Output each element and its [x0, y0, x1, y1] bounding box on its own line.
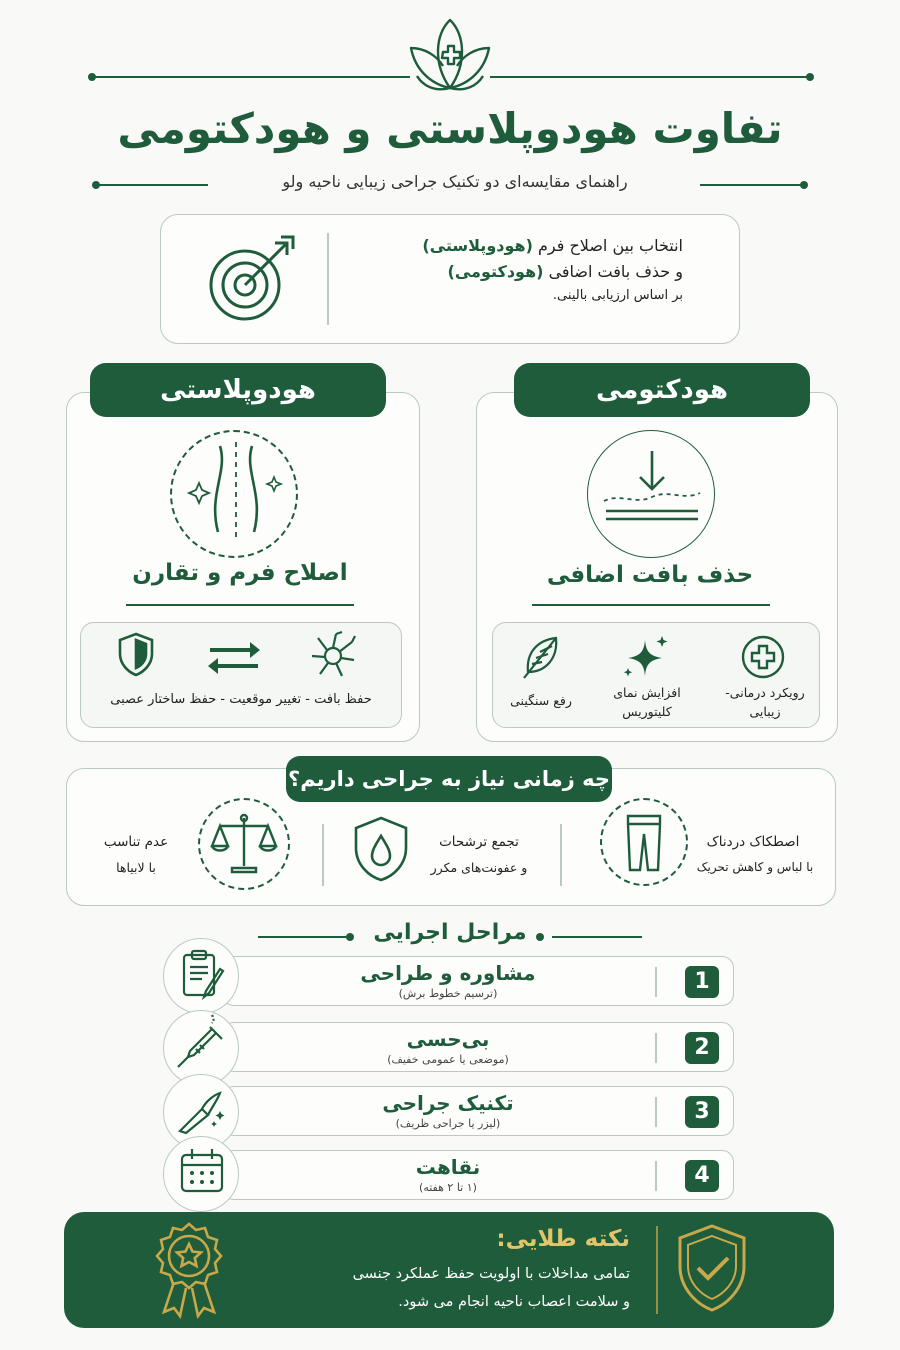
- when-item-2-line2: و عفونت‌های مکرر: [430, 860, 528, 875]
- step-subtitle: (۱ تا ۲ هفته): [419, 1181, 477, 1194]
- when-item-3-line1: عدم تناسب: [103, 834, 169, 850]
- shield-drop-icon: [350, 814, 412, 884]
- hoodectomy-item-1: رویکرد درمانی- زیبایی: [725, 685, 805, 719]
- hoodectomy-item-3: رفع سنگینی: [510, 693, 572, 708]
- step-subtitle: (لیزر یا جراحی ظریف): [395, 1117, 501, 1130]
- step-number: 3: [685, 1096, 719, 1128]
- intro-line1: انتخاب بین اصلاح فرم: [538, 236, 683, 255]
- step-row-2: [222, 1022, 734, 1072]
- tip-title: نکته طلایی:: [496, 1226, 630, 1252]
- hoodoplasty-caption: حفظ بافت - تغییر موقعیت - حفظ ساختار عصبی: [110, 692, 372, 707]
- scale-icon: [198, 798, 290, 890]
- feather-icon: [516, 630, 566, 684]
- page-subtitle: راهنمای مقایسه‌ای دو تکنیک جراحی زیبایی ناحیه ولو: [282, 172, 628, 191]
- step-title: نقاهت: [415, 1155, 481, 1179]
- intro-line3: بر اساس ارزیابی بالینی.: [552, 288, 683, 304]
- body-contour-icon: [170, 430, 298, 558]
- swap-arrows-icon: [204, 638, 264, 674]
- step-title: تکنیک جراحی: [382, 1091, 514, 1115]
- hoodoplasty-feature: اصلاح فرم و تقارن: [132, 560, 348, 586]
- step-title: بی‌حسی: [406, 1027, 490, 1051]
- step-number: 2: [685, 1032, 719, 1064]
- hoodectomy-feature: حذف بافت اضافی: [546, 562, 754, 588]
- step-subtitle: (موضعی یا عمومی خفیف): [387, 1053, 509, 1066]
- shield-check-icon: [674, 1222, 750, 1314]
- page-title: تفاوت هودوپلاستی و هودکتومی: [117, 104, 783, 153]
- step-title: مشاوره و طراحی: [360, 961, 536, 985]
- step-row-4: [222, 1150, 734, 1200]
- when-title: چه زمانی نیاز به جراحی داریم؟: [286, 756, 612, 802]
- lotus-cross-logo: [405, 14, 495, 96]
- step-row-3: [222, 1086, 734, 1136]
- hoodoplasty-label: هودوپلاستی: [90, 363, 386, 417]
- target-icon: [203, 231, 299, 327]
- clipboard-icon: [163, 938, 239, 1014]
- when-item-3-line2: با لابیاها: [116, 860, 156, 875]
- medical-cross-icon: [740, 634, 786, 680]
- when-item-1-line2: با لباس و کاهش تحریک: [696, 860, 814, 874]
- shield-icon: [114, 630, 158, 678]
- tip-line2: و سلامت اعصاب ناحیه انجام می شود.: [398, 1294, 630, 1310]
- steps-title: مراحل اجرایی: [373, 920, 527, 945]
- calendar-icon: [163, 1136, 239, 1212]
- step-subtitle: (ترسیم خطوط برش): [398, 987, 498, 1000]
- hoodectomy-label: هودکتومی: [514, 363, 810, 417]
- intro-line2: و حذف بافت اضافی: [548, 261, 683, 281]
- step-number: 4: [685, 1160, 719, 1192]
- when-item-2-line1: تجمع ترشحات: [439, 834, 519, 850]
- hoodectomy-item-2: افزایش نمای کلیتوریس: [613, 685, 681, 719]
- sparkle-icon: [618, 632, 672, 680]
- when-item-1-line1: اصطکاک دردناک: [706, 834, 800, 850]
- tissue-removal-icon: [587, 430, 715, 558]
- award-badge-icon: [146, 1218, 232, 1322]
- intro-card: [160, 214, 740, 344]
- intro-line2-em: (هودکتومی): [447, 261, 544, 281]
- step-row-1: [222, 956, 734, 1006]
- tip-line1: تمامی مداخلات با اولویت حفظ عملکرد جنسی: [352, 1266, 630, 1282]
- step-number: 1: [685, 966, 719, 998]
- nerve-icon: [308, 630, 358, 680]
- intro-line1-em: (هودوپلاستی): [422, 236, 533, 255]
- pants-icon: [600, 798, 688, 886]
